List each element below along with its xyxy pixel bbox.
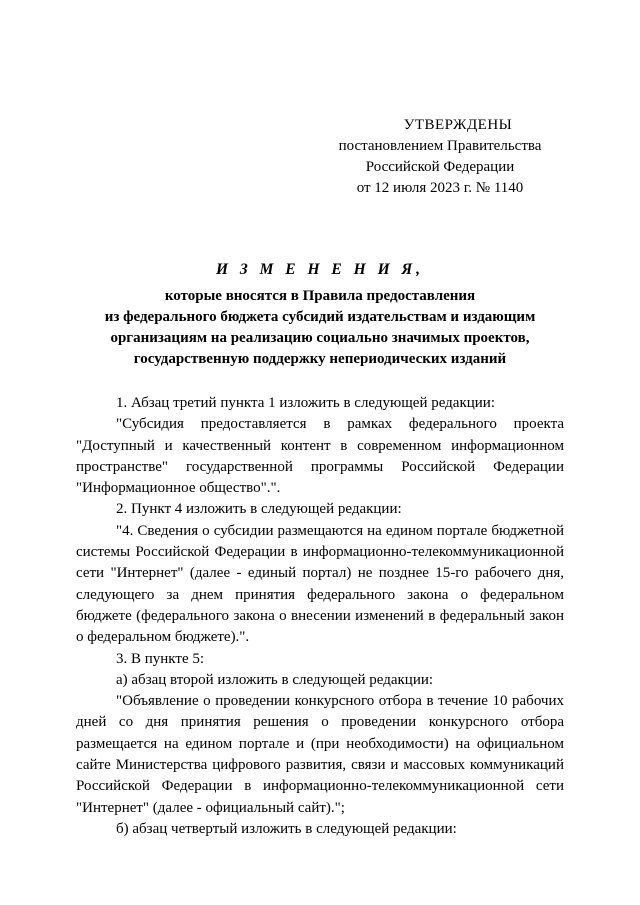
paragraph-6: а) абзац второй изложить в следующей редакции: — [116, 671, 434, 688]
paragraph-4: "4. Сведения о субсидии размещаются на едином портале бюджетной системы Российской Федерации в информационно-телекоммуникационной сети "Интернет" (далее - единый портал) не позднее 15-го рабочего дня, следующего за днем принятия федерального закона о федеральном бюджете (федерального закона о внесении изменений в федеральный закон о федеральном бюджете).". — [76, 522, 564, 646]
document-title: И З М Е Н Е Н И Я, — [215, 261, 425, 278]
paragraph-7: "Объявление о проведении конкурсного отбора в течение 10 рабочих дней со дня принятия решения о проведении конкурсного отбора размещается на едином портале и (при необходимости) на официальном сайте Министерства цифрового развития, связи и массовых коммуникаций Российской Федерации в информационно-телекоммуникационной сети "Интернет" (далее - официальный сайт)."; — [76, 693, 564, 816]
approval-line-2: Российской Федерации — [365, 159, 515, 175]
approval-title: УТВЕРЖДЕНЫ — [403, 117, 513, 133]
approval-stamp — [330, 115, 550, 199]
paragraph-8: б) абзац четвертый изложить в следующей редакции: — [116, 820, 457, 837]
document-body — [76, 393, 564, 840]
heading-line-2: из федерального бюджета субсидий издательствам и издающим — [104, 309, 536, 325]
approval-line-1: постановлением Правительства — [338, 138, 542, 154]
paragraph-2: "Субсидия предоставляется в рамках федерального проекта "Доступный и качественный контент в современном информационном пространстве" государственной программы Российской Федерации "Информационное общество".". — [76, 416, 564, 497]
heading-line-3: организациям на реализацию социально значимых проектов, — [110, 330, 530, 346]
heading-line-4: государственную поддержку непериодических изданий — [133, 351, 507, 367]
document-heading — [80, 259, 560, 370]
paragraph-3: 2. Пункт 4 изложить в следующей редакции: — [116, 501, 402, 518]
paragraph-1: 1. Абзац третий пункта 1 изложить в следующей редакции: — [116, 395, 496, 411]
heading-line-1: которые вносятся в Правила предоставления — [164, 288, 476, 304]
paragraph-5: 3. В пункте 5: — [116, 650, 205, 667]
approval-line-3: от 12 июля 2023 г. № 1140 — [356, 180, 524, 196]
